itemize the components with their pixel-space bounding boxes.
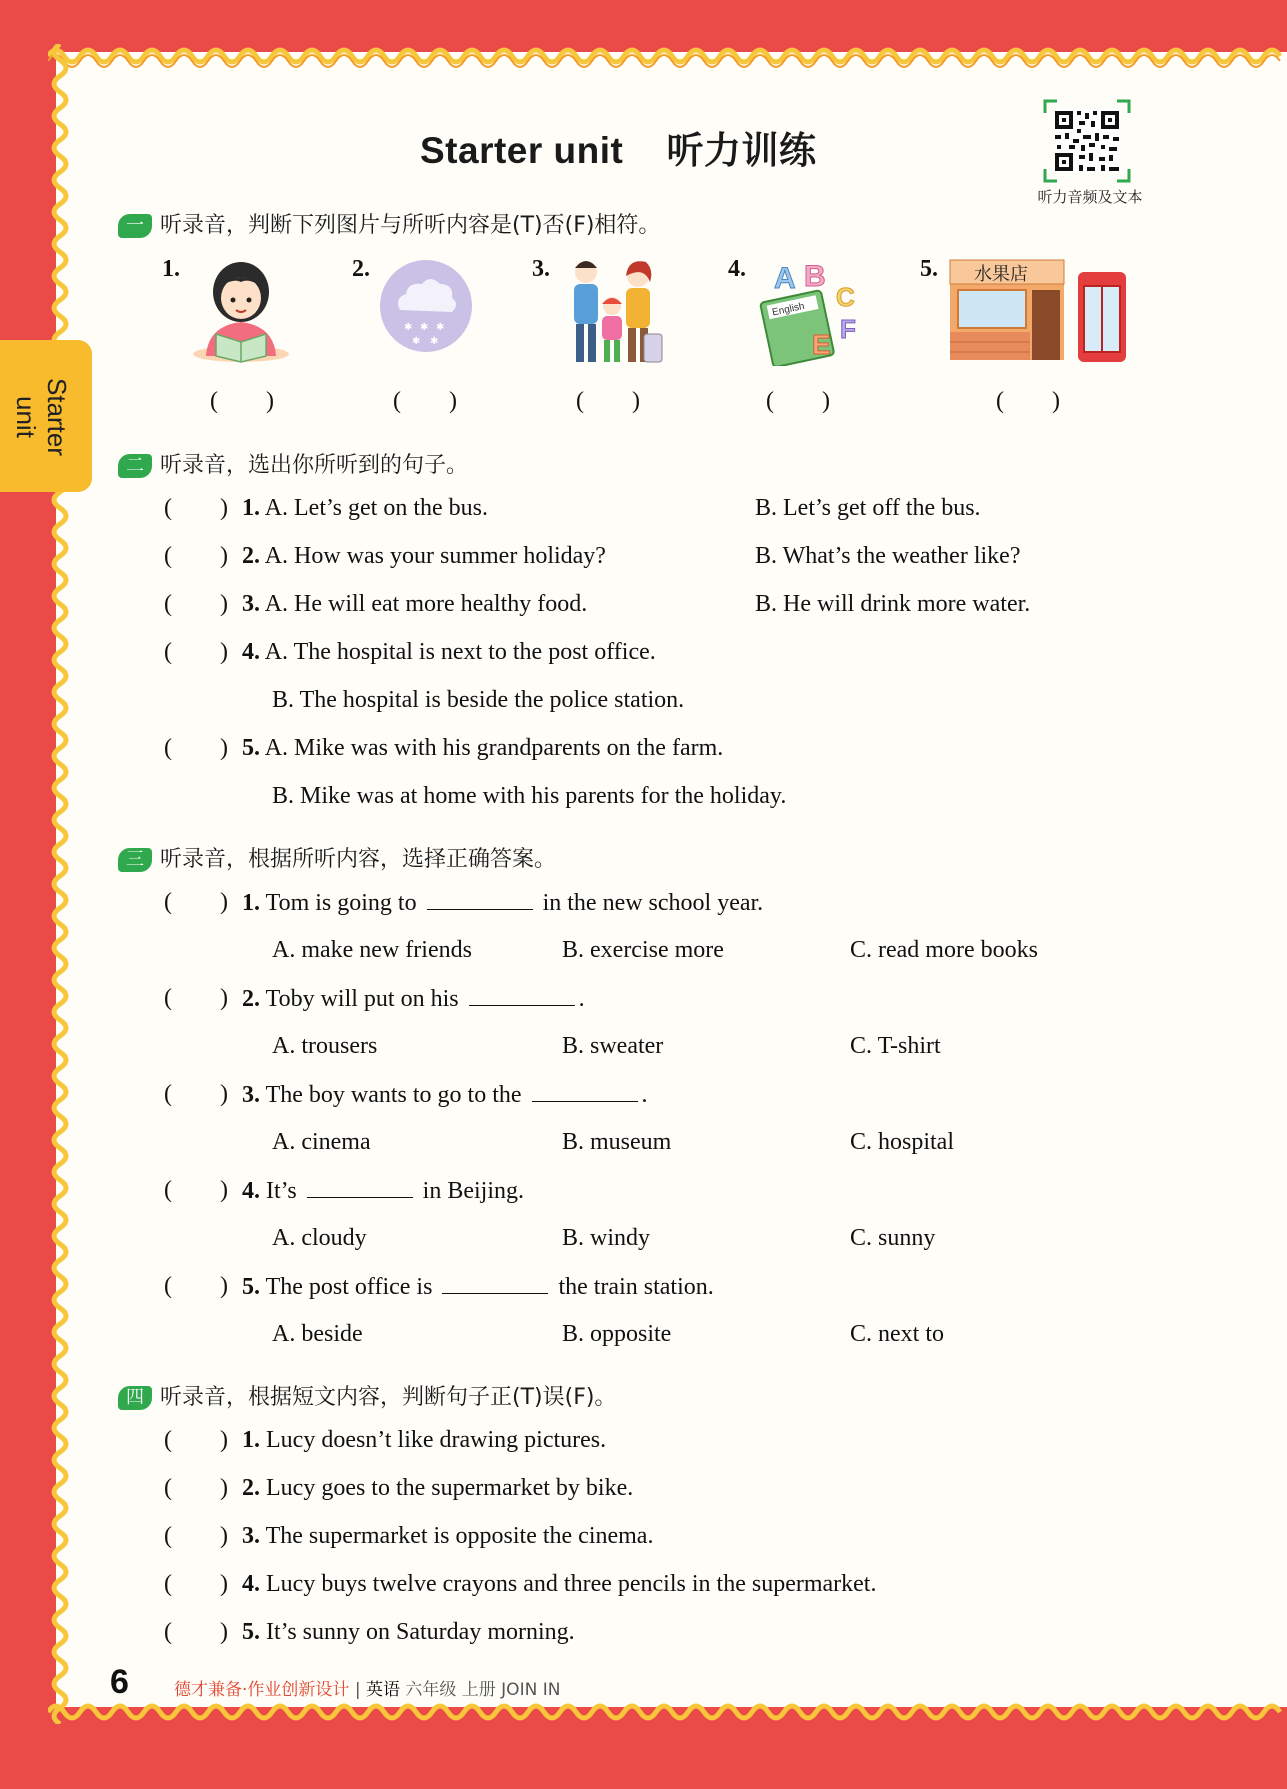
footer-term: 上册 [461, 1680, 496, 1700]
s3-q1-option-b: B. exercise more [562, 937, 724, 963]
s3-q1-paren[interactable]: ( ) [164, 889, 228, 915]
s3-q4-paren[interactable]: ( ) [164, 1177, 228, 1203]
footer-series [174, 1675, 560, 1700]
family-travel-icon [556, 252, 666, 370]
s3-q2-paren[interactable]: ( ) [164, 985, 228, 1011]
section-3-header [118, 842, 556, 873]
s2-q1-option-b: B. Let’s get off the bus. [755, 495, 981, 521]
section-4-badge: 四 [118, 1386, 152, 1410]
s2-q4-option-b: B. The hospital is beside the police station. [272, 687, 685, 713]
s3-q5-blank[interactable] [442, 1273, 548, 1294]
s3-q3-option-c: C. hospital [850, 1129, 955, 1155]
s4-q3-paren[interactable]: ( ) [164, 1523, 228, 1549]
s3-q3-blank[interactable] [532, 1081, 638, 1102]
s3-q3-paren[interactable]: ( ) [164, 1081, 228, 1107]
picture-2-number: 2. [352, 256, 370, 282]
svg-text:✱: ✱ [436, 322, 445, 333]
page-title: Starter unit 听力训练 [420, 130, 817, 171]
answer-paren-pic-2[interactable]: ( ) [393, 388, 457, 414]
svg-text:C: C [836, 282, 855, 312]
section-1-instruction: 听录音，判断下列图片与所听内容是(T)否(F)相符。 [160, 213, 661, 238]
s3-q5-option-c: C. next to [850, 1321, 944, 1347]
wavy-border-left [48, 44, 72, 1724]
section-3-instruction: 听录音，根据所听内容，选择正确答案。 [160, 847, 557, 872]
footer-edition: JOIN IN [501, 1680, 561, 1700]
s2-q5-paren[interactable]: ( ) [164, 735, 228, 761]
svg-text:A: A [774, 262, 796, 295]
s2-q2-paren[interactable]: ( ) [164, 543, 228, 569]
s4-q1: 1. Lucy doesn’t like drawing pictures. [242, 1427, 607, 1453]
girl-reading-icon [188, 256, 294, 366]
svg-text:English: English [771, 300, 806, 319]
section-1-header [118, 208, 660, 239]
s3-q4-option-a: A. cloudy [272, 1225, 367, 1251]
section-2-header [118, 448, 468, 479]
s3-q1: 1. Tom is going to in the new school year. [242, 890, 764, 916]
s3-q2-option-b: B. sweater [562, 1033, 664, 1059]
s2-q3-paren[interactable]: ( ) [164, 591, 228, 617]
s2-q4-paren[interactable]: ( ) [164, 639, 228, 665]
s3-q4: 4. It’s in Beijing. [242, 1178, 525, 1204]
s3-q5-option-a: A. beside [272, 1321, 363, 1347]
s3-q1-option-a: A. make new friends [272, 937, 472, 963]
snowy-cloud-icon [378, 258, 474, 354]
footer-divider: | [354, 1680, 361, 1700]
section-4-header [118, 1380, 616, 1411]
s2-q1: 1. A. Let’s get on the bus. [242, 495, 488, 521]
footer-series-name: 德才兼备·作业创新设计 [174, 1680, 350, 1700]
s2-q4: 4. A. The hospital is next to the post office. [242, 639, 656, 665]
svg-text:✱: ✱ [404, 322, 413, 333]
s3-q1-blank[interactable] [427, 889, 533, 910]
s3-q2-blank[interactable] [469, 985, 575, 1006]
svg-text:✱: ✱ [420, 322, 429, 333]
picture-5-number: 5. [920, 256, 938, 282]
page-number: 6 [110, 1663, 129, 1701]
s4-q4: 4. Lucy buys twelve crayons and three pencils in the supermarket. [242, 1571, 877, 1597]
s3-q2: 2. Toby will put on his . [242, 986, 585, 1012]
s3-q3-option-b: B. museum [562, 1129, 672, 1155]
s4-q5: 5. It’s sunny on Saturday morning. [242, 1619, 575, 1645]
answer-paren-pic-3[interactable]: ( ) [576, 388, 640, 414]
s4-q2-paren[interactable]: ( ) [164, 1475, 228, 1501]
s4-q5-paren[interactable]: ( ) [164, 1619, 228, 1645]
footer-subject: 英语 [365, 1680, 400, 1700]
s3-q5-option-b: B. opposite [562, 1321, 672, 1347]
fruit-shop-phone-booth-icon [948, 258, 1130, 364]
s4-q1-paren[interactable]: ( ) [164, 1427, 228, 1453]
section-2-badge: 二 [118, 454, 152, 478]
s3-q3: 3. The boy wants to go to the . [242, 1082, 648, 1108]
s4-q2: 2. Lucy goes to the supermarket by bike. [242, 1475, 634, 1501]
s2-q2: 2. A. How was your summer holiday? [242, 543, 606, 569]
s3-q4-option-b: B. windy [562, 1225, 651, 1251]
s4-q4-paren[interactable]: ( ) [164, 1571, 228, 1597]
s3-q4-option-c: C. sunny [850, 1225, 936, 1251]
picture-4-number: 4. [728, 256, 746, 282]
english-book-letters-icon [756, 258, 866, 366]
wavy-border-bottom [48, 1700, 1287, 1724]
svg-text:✱: ✱ [430, 336, 439, 347]
s2-q5: 5. A. Mike was with his grandparents on the farm. [242, 735, 724, 761]
s4-q3: 3. The supermarket is opposite the cinema. [242, 1523, 654, 1549]
s2-q5-option-b: B. Mike was at home with his parents for the holiday. [272, 783, 787, 809]
s2-q3: 3. A. He will eat more healthy food. [242, 591, 588, 617]
s3-q2-option-c: C. T-shirt [850, 1033, 941, 1059]
s3-q5: 5. The post office is the train station. [242, 1274, 714, 1300]
footer-grade: 六年级 [405, 1680, 457, 1700]
s3-q5-paren[interactable]: ( ) [164, 1273, 228, 1299]
answer-paren-pic-4[interactable]: ( ) [766, 388, 830, 414]
qr-code-icon[interactable] [1043, 99, 1131, 183]
svg-text:✱: ✱ [412, 336, 421, 347]
s2-q3-option-b: B. He will drink more water. [755, 591, 1031, 617]
svg-text:E: E [812, 329, 831, 360]
side-tab-label: Starter unit [11, 377, 72, 457]
s2-q1-paren[interactable]: ( ) [164, 495, 228, 521]
qr-label: 听力音频及文本 [1037, 188, 1143, 206]
s3-q2-option-a: A. trousers [272, 1033, 378, 1059]
picture-3-number: 3. [532, 256, 550, 282]
section-4-instruction: 听录音，根据短文内容，判断句子正(T)误(F)。 [160, 1385, 617, 1410]
fruit-shop-sign: 水果店 [974, 264, 1028, 285]
section-2-instruction: 听录音，选出你所听到的句子。 [160, 453, 469, 478]
section-1-badge: 一 [118, 214, 152, 238]
answer-paren-pic-5[interactable]: ( ) [996, 388, 1060, 414]
s3-q4-blank[interactable] [307, 1177, 413, 1198]
section-3-badge: 三 [118, 848, 152, 872]
s3-q1-option-c: C. read more books [850, 937, 1038, 963]
answer-paren-pic-1[interactable]: ( ) [210, 388, 274, 414]
svg-text:F: F [840, 314, 856, 344]
wavy-border-top [48, 44, 1287, 68]
s2-q2-option-b: B. What’s the weather like? [755, 543, 1021, 569]
picture-1-number: 1. [162, 256, 180, 282]
s3-q3-option-a: A. cinema [272, 1129, 371, 1155]
svg-text:B: B [804, 260, 826, 293]
